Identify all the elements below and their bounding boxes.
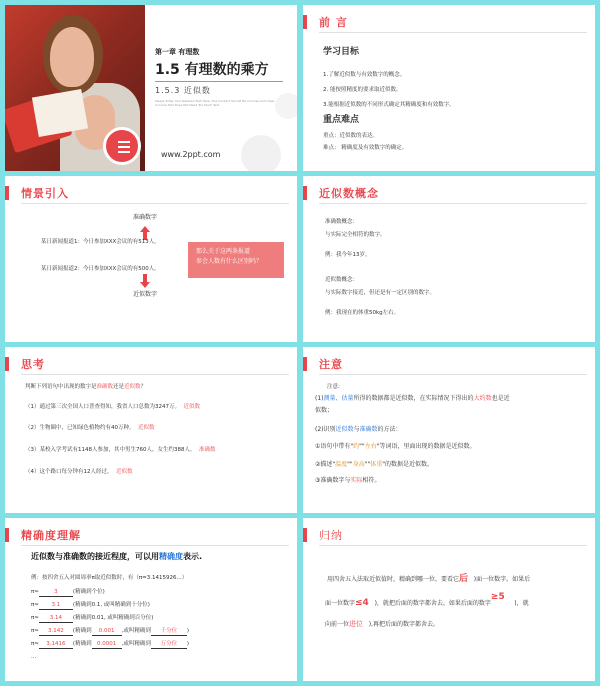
menu-icon[interactable]: [103, 127, 141, 165]
slide-header: [5, 526, 297, 544]
precision-example: 例：按四舍五入对圆周率π取近似数时，有（π=3.1415926...）: [31, 575, 188, 581]
note-line: ②描述"温度""身高""体重"的数据是近似数。: [315, 461, 434, 468]
slide-header: [303, 13, 595, 31]
goal-item: 3.能根据近似数的不同形式确定其精确度和有效数字。: [323, 102, 455, 108]
ellipsis: ...: [31, 654, 37, 660]
summary-line: 向前一位进位 ),再把后面的数字都舍去。: [325, 620, 439, 628]
news-report-2: 某日新闻报道2：今日参加XXX会议的有500人。: [41, 266, 160, 272]
header-title: 注意: [319, 358, 343, 371]
question-line: 那么关于这两条报道: [196, 248, 251, 255]
slide-think[interactable]: [5, 347, 297, 513]
item-answer: 近似数: [183, 404, 201, 410]
slide-attention[interactable]: [303, 347, 595, 513]
slide-concepts[interactable]: [303, 176, 595, 342]
decor-circle: [241, 135, 281, 171]
note-line: ③准确数字与实际相符。: [315, 477, 381, 484]
note-line: ①语句中带有"约""左右"等词语，里面出现的数据是近似数。: [315, 443, 476, 450]
pi-row: π≈ 3.14 (精确到0.01, 或叫精确到百分位): [31, 615, 153, 623]
header-title: 近似数概念: [319, 187, 379, 200]
approx-example: 例：我现在的体重50kg左右。: [325, 310, 400, 316]
precision-lead: 近似数与准确数的接近程度，可以用精确度表示.: [31, 552, 203, 561]
slide-header: [5, 184, 297, 202]
tagline: Please Enter Your Detailed Text Here, The Content Should Be Concise And Clear, Concise Text Does Not Need Too Much Text: [155, 99, 276, 107]
header-title: 归纳: [319, 529, 343, 542]
think-intro: 判断下列语句中出现的数字是准确数还是近似数？: [25, 384, 147, 390]
item-answer: 近似数: [116, 469, 133, 475]
note-line: (2)识别近似数与准确数的方法：: [315, 426, 402, 433]
approx-label: 近似数字: [133, 291, 158, 298]
exact-title: 准确数概念：: [325, 219, 359, 225]
think-item: （1）通过第三次全国人口普查得知，我省人口总数为3247万。 近似数: [25, 404, 201, 410]
note-line: 似数；: [315, 407, 334, 414]
exact-label: 准确数字: [133, 214, 158, 221]
header-title: 情景引入: [21, 187, 69, 200]
approx-title: 近似数概念：: [325, 277, 359, 283]
think-item: （3）某校入学考试有1148人参加，其中男生760人，女生约388人。 准确数: [25, 447, 216, 453]
arrow-up-icon: [140, 226, 150, 240]
pi-row: π≈ 3.1416 (精确到 0.0001 ,或叫精确到 万分位 ): [31, 641, 189, 649]
key-point: 难点： 精确度及有效数字的确定。: [323, 145, 408, 151]
key-point: 重点：近似数的表达。: [323, 133, 379, 139]
header-title: 精确度理解: [21, 529, 81, 542]
think-item: （4）这个路口每分钟有12人经过。 近似数: [25, 469, 133, 475]
goal-item: 2. 能按照精度的要求取近似数。: [323, 87, 402, 93]
site-url[interactable]: www.2ppt.com: [161, 150, 221, 159]
summary-line: 用四舍五入法取近似值时，精确到哪一位，要看它后 )面一位数字。如果后: [327, 574, 531, 584]
pi-row: π≈ 3.1 (精确到0.1, 或叫精确到十分位): [31, 602, 150, 610]
slide-header: [5, 355, 297, 373]
title-divider: [155, 81, 283, 82]
item-answer: 近似数: [138, 425, 155, 431]
chapter-label: 第一章 有理数: [155, 48, 200, 56]
goal-item: 1.了解近似数与有效数字的概念。: [323, 72, 406, 78]
slide-main-title: 1.5 有理数的乘方: [155, 62, 269, 78]
pi-row: π≈ 3 (精确到个位): [31, 589, 105, 597]
slide-title[interactable]: [5, 5, 297, 171]
slide-summary[interactable]: [303, 518, 595, 681]
subtitle: 1.5.3 近似数: [155, 86, 211, 95]
exact-definition: 与实际完全相符的数字。: [325, 232, 386, 238]
think-item: （2）生物圈中，已知绿色植物约有40万种。 近似数: [25, 425, 155, 431]
news-report-1: 某日新闻报道1：今日参加XXX会议的有513人。: [41, 239, 160, 245]
item-answer: 准确数: [199, 447, 216, 453]
header-title: 前 言: [319, 16, 348, 29]
question-line: 参会人数有什么区别吗？: [196, 257, 263, 265]
summary-line: 面一位数字≤4 )，就把后面的数字都舍去。如果后面的数字≥5 )，就: [325, 592, 529, 608]
note-line: (1)测量、估量所得的数据都是近似数，在实际情况下得出的大约数也是近: [315, 395, 510, 402]
header-title: 思考: [21, 358, 45, 371]
note-title: 注意:: [327, 384, 340, 390]
slide-scenario[interactable]: [5, 176, 297, 342]
slide-preface[interactable]: [303, 5, 595, 171]
key-title: 重点难点: [323, 115, 360, 125]
approx-definition: 与实际数字接近，但还是有一定区别的数字。: [325, 290, 436, 296]
slide-header: [303, 355, 595, 373]
question-box: [188, 242, 284, 278]
goals-title: 学习目标: [323, 47, 360, 57]
pi-row: π≈ 3.142 (精确到 0.001 ,或叫精确到 千分位 ): [31, 628, 189, 636]
slide-precision[interactable]: [5, 518, 297, 681]
slide-header: [303, 184, 595, 202]
arrow-down-icon: [140, 274, 150, 288]
exact-example: 例：我今年13岁。: [325, 252, 371, 258]
slide-header: [303, 526, 595, 544]
